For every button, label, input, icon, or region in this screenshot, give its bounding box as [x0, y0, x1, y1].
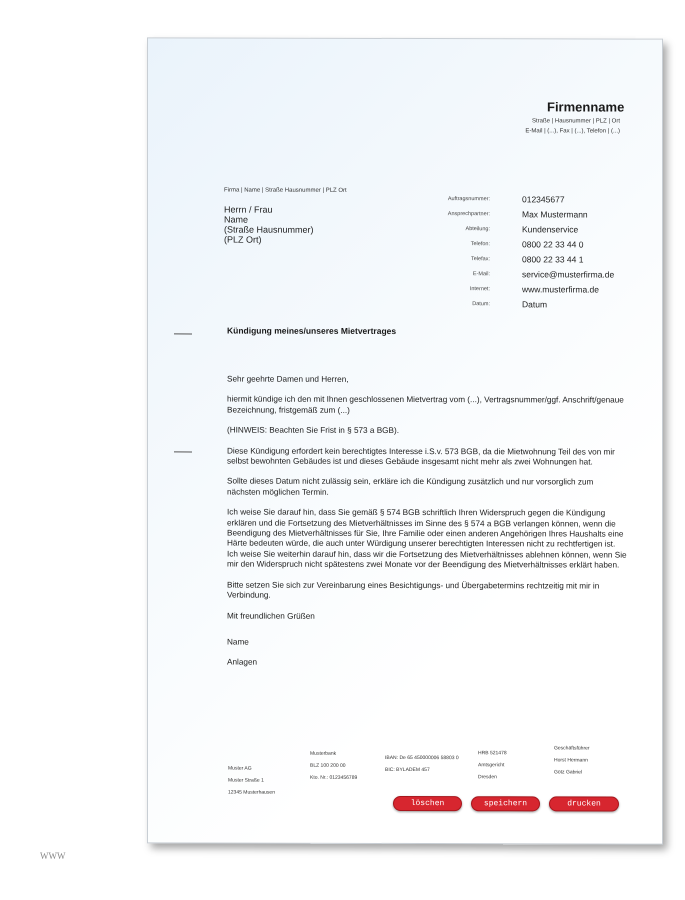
footer-text: Kto. Nr.: 0123456789: [310, 774, 358, 781]
footer-text: Muster Straße 1: [228, 777, 264, 784]
info-label: Telefax:: [471, 256, 490, 263]
recipient-line-street: (Straße Hausnummer): [224, 224, 314, 235]
footer-text: 12345 Musterhausen: [228, 789, 275, 796]
info-value: 0800 22 33 44 1: [522, 254, 584, 265]
footer-text: Amtsgericht: [478, 762, 505, 769]
info-value: 012345677: [522, 194, 565, 205]
footer-register: [478, 750, 507, 786]
company-contact-line: E-Mail | (...), Fax | (...), Telefon | (...): [525, 128, 620, 135]
footer-management: [554, 745, 590, 781]
body-paragraph-appointment: Bitte setzen Sie sich zur Vereinbarung eines Besichtigungs- und Übergabetermins rechtzeitig mit mir in Verbindung.: [227, 580, 600, 600]
sender-return-line: Firma | Name | Straße Hausnummer | PLZ Ort: [224, 187, 347, 194]
info-label: Telefon:: [470, 241, 490, 248]
footer-text: IBAN: De 65 450000006 58803 0: [385, 754, 459, 762]
footer-text: Muster AG: [228, 765, 252, 772]
footer-text: BLZ 100 200 00: [310, 762, 346, 769]
fold-mark-middle: [174, 451, 192, 452]
footer-text: Dresden: [478, 774, 497, 781]
info-label: Datum:: [472, 301, 490, 308]
company-name: Firmenname: [547, 99, 625, 115]
watermark-text: WWW: [40, 851, 66, 861]
body-paragraph-fallback-date: Sollte dieses Datum nicht zulässig sein, erkläre ich die Kündigung zusätzlich und nur vorsorglich zum nächsten möglichen Termin.: [227, 476, 594, 497]
footer-iban: [385, 755, 459, 779]
footer-text: HRB 521478: [478, 750, 507, 757]
info-value: Max Mustermann: [522, 209, 588, 220]
body-paragraph-interest: Diese Kündigung erfordert kein berechtigtes Interesse i.S.v. 573 BGB, da die Mietwohnung Teil des von mir selbst bewohnten Gebäudes ist und dieses Gebäude insgesamt nicht mehr als zwei Wohnungen hat.: [227, 446, 615, 467]
info-value: 0800 22 33 44 0: [522, 239, 584, 250]
info-value: Kundenservice: [522, 224, 579, 235]
footer-text: Geschäftsführer: [554, 745, 590, 752]
info-label: Internet:: [469, 286, 490, 293]
info-value: www.musterfirma.de: [522, 284, 599, 295]
recipient-line-city: (PLZ Ort): [224, 234, 262, 245]
recipient-line-salutation: Herrn / Frau: [224, 204, 273, 215]
letter-subject: Kündigung meines/unseres Mietvertrages: [227, 325, 397, 336]
letter-body: [227, 375, 627, 680]
signature-name: Name: [227, 637, 249, 647]
company-address-line: Straße | Hausnummer | PLZ | Ort: [531, 118, 620, 125]
save-button[interactable]: speichern: [471, 796, 540, 811]
recipient-line-name: Name: [224, 214, 249, 225]
salutation: Sehr geehrte Damen und Herren,: [227, 374, 349, 384]
closing: Mit freundlichen Grüßen: [227, 611, 315, 621]
info-value: service@musterfirma.de: [522, 269, 615, 280]
footer-text: Musterbank: [310, 750, 337, 757]
body-paragraph-termination: hiermit kündige ich den mit Ihnen geschlossenen Mietvertrag vom (...), Vertragsnummer/ggf. Anschrift/genaue Bezeichnung, fristgemäß zum (...): [227, 394, 624, 415]
print-button[interactable]: drucken: [549, 796, 619, 811]
footer-text: BIC: BYLADEM 457: [385, 766, 430, 774]
info-label: Auftragsnummer:: [447, 196, 490, 203]
footer-text: Horst Hermann: [554, 757, 588, 764]
delete-button[interactable]: löschen: [393, 796, 462, 811]
fold-mark-top: [174, 333, 192, 334]
info-label: Ansprechpartner:: [447, 211, 490, 218]
info-value: Datum: [522, 299, 548, 310]
recipient-address: [224, 205, 314, 245]
footer-company: [228, 766, 275, 802]
letter-page: [147, 37, 663, 844]
body-paragraph-notice: (HINWEIS: Beachten Sie Frist in § 573 a BGB).: [227, 425, 400, 436]
attachments: Anlagen: [227, 657, 258, 667]
info-label: E-Mail:: [472, 271, 490, 278]
body-paragraph-objection: Ich weise Sie darauf hin, dass Sie gemäß § 574 BGB schriftlich Ihren Widerspruch gegen die Kündigung erklären und die Fortsetzung des Mietverhältnisses im Sinne des § 574 a BGB verlangen können, wenn die Beendigung des Mietverhältnisses für Sie, Ihre Familie oder einen anderen Angehörigen Ihres Haushalts eine Härte bedeuten würde, die auch unter Würdigung unserer berechtigten Interessen nicht zu rechtfertigen ist. Ich weise Sie weiterhin darauf hin, dass wir die Fortsetzung des Mietverhältnisses ablehnen können, wenn Sie mir den Widerspruch nicht spätestens zwei Monate vor der Beendigung des Mietverhältnisses erklärt haben.: [227, 507, 627, 570]
info-label: Abteilung:: [465, 226, 490, 233]
footer-text: Götz Gabriel: [554, 769, 583, 776]
footer-bank: [310, 751, 357, 787]
